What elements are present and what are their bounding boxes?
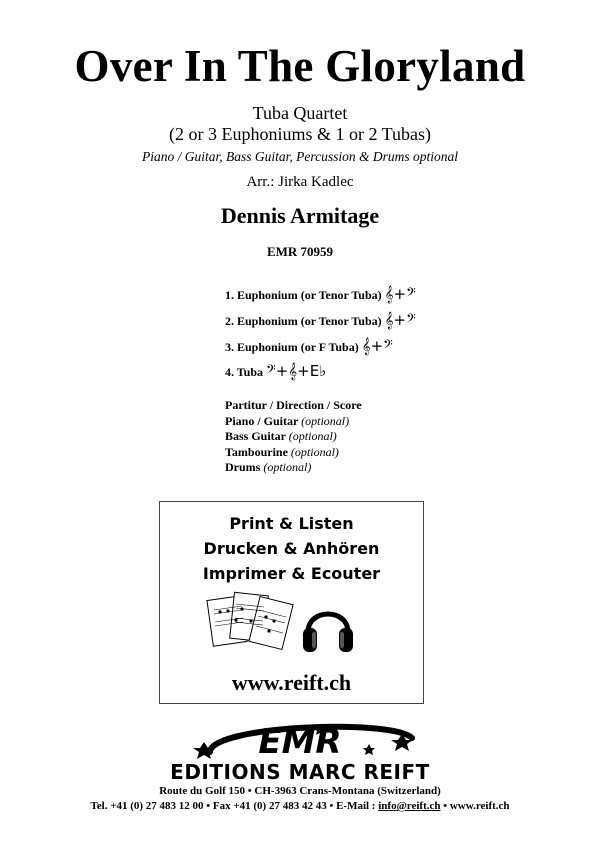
part-label: 4. Tuba [225,365,264,379]
composer: Dennis Armitage [220,203,380,228]
material-item: Bass Guitar (optional) [225,429,337,443]
page-title: Over In The Gloryland [74,41,526,91]
promo-line-de: Drucken & Anhören [203,539,380,558]
materials-list [225,398,362,476]
part-1 [225,285,416,303]
headphones-icon [300,598,356,656]
email-link[interactable]: info@reift.ch [378,800,441,812]
part-label: 1. Euphonium (or Tenor Tuba) [225,288,382,302]
catalog-code: EMR 70959 [266,244,334,259]
contact-text: Tel. +41 (0) 27 483 12 00 • Fax +41 (0) 27 483 42 43 • E-Mail : [90,800,379,812]
clef-icon: 𝄢+𝄞+E♭ [266,362,327,380]
publisher-name: EDITIONS MARC REIFT [170,760,430,784]
optional-instruments: Piano / Guitar, Bass Guitar, Percussion & Drums optional [141,149,459,164]
arranger: Arr.: Jirka Kadlec [246,174,354,190]
promo-url-link[interactable]: www.reift.ch [231,670,352,695]
logo-mark: EMR [258,722,342,762]
promo-line-en: Print & Listen [229,514,354,533]
promo-line-fr: Imprimer & Ecouter [202,564,381,583]
subtitle: Tuba Quartet [252,103,348,123]
part-label: 2. Euphonium (or Tenor Tuba) [225,314,382,328]
part-2 [225,311,416,329]
sheet-music-icon [206,590,296,654]
print-listen-box [159,501,424,704]
material-item: Drums (optional) [225,460,312,474]
contact-website: • www.reift.ch [440,800,510,812]
part-4 [225,362,326,380]
material-item: Partitur / Direction / Score [225,398,362,412]
publisher-address: Route du Golf 150 • CH-3963 Crans-Montana (Switzerland) [159,785,441,797]
publisher-contact [0,800,600,812]
clef-icon: 𝄞+𝄢 [361,337,393,355]
part-3 [225,337,393,355]
clef-icon: 𝄞+𝄢 [384,285,416,303]
clef-icon: 𝄞+𝄢 [384,311,416,329]
material-item: Tambourine (optional) [225,444,339,459]
part-label: 3. Euphonium (or F Tuba) [225,340,359,354]
material-item: Piano / Guitar (optional) [225,413,350,428]
instrumentation: (2 or 3 Euphoniums & 1 or 2 Tubas) [168,124,431,144]
